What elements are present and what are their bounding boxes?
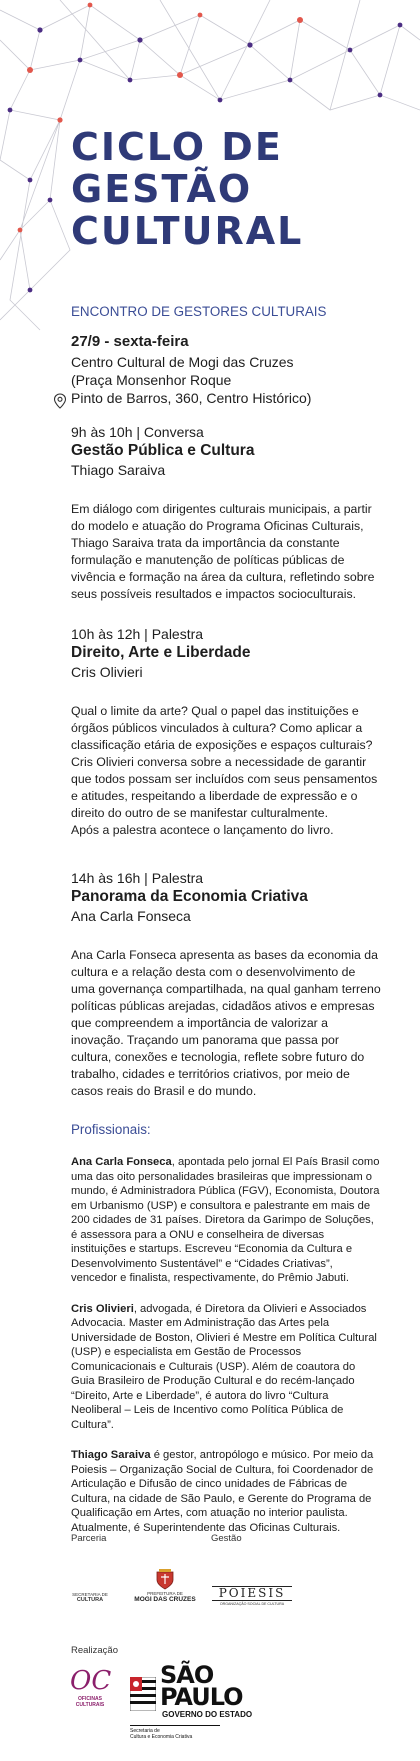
- location-pin-icon: [53, 393, 67, 409]
- venue-line: Centro Cultural de Mogi das Cruzes: [71, 354, 294, 370]
- bio-paragraph: [71, 1448, 381, 1535]
- title-line: CICLO DE: [71, 125, 283, 169]
- talk-speaker: Ana Carla Fonseca: [71, 908, 191, 924]
- talk-description: Ana Carla Fonseca apresenta as bases da economia da cultura e a relação desta com o desenvolvimento de uma governança compartilhada, na qual ganham terreno políticas públicas arejadas, cidadãos ativos e empresas que compreendem a importância de valorizar a inovação. Traçando um panorama que passa por cultura, conexões e tecnologia, reflete sobre futuro do trabalho, cidades e territórios criativos, por meio de casos reais do Brasil e do mundo.: [71, 948, 381, 1098]
- talk-description: Em diálogo com dirigentes culturais municipais, a partir do modelo e atuação do Programa Oficinas Culturais, Thiago Saraiva trata da importância da constante formulação e manutenção de políticas públicas de vivência e formação na área da cultura, refletindo sobre seus possíveis resultados e impactos socioculturais.: [71, 502, 375, 601]
- bio-text: , advogada, é Diretora da Olivieri e Associados Advocacia. Master em Administração das Artes pela Universidade de Boston, Olivieri é Mestre em Política Cultural (USP) e especialista em Gestão de Processos Comunicacionais e Culturais (USP). Além de coautora do Guia Brasileiro de Produção Cultural e do recém-lançado “Direito, Arte e Liberdade”, é autora do livro “Cultura Neoliberal – Leis de Incentivo como Política Pública de Cultura”.: [71, 1302, 377, 1431]
- oficinas-culturais-logo: [70, 1668, 110, 1708]
- logo-text: POIESIS: [212, 1586, 292, 1601]
- talk-speaker: Thiago Saraiva: [71, 462, 166, 478]
- talk-title: Panorama da Economia Criativa: [71, 888, 308, 905]
- talk-time: 10h às 12h | Palestra: [71, 626, 204, 642]
- title-line: CULTURAL: [71, 209, 304, 253]
- logo-text: OFICINAS: [78, 1696, 102, 1702]
- logo-text: MOGI DAS CRUZES: [134, 1596, 196, 1603]
- poiesis-logo: [212, 1586, 292, 1606]
- venue-line: (Praça Monsenhor Roque: [71, 372, 232, 388]
- talk-title: Gestão Pública e Cultura: [71, 442, 255, 459]
- parceria-label: Parceria: [71, 1533, 107, 1544]
- logo-text: Secretaria de: [130, 1725, 220, 1734]
- logo-text: PREFEITURA DE: [147, 1591, 183, 1596]
- talk-time: 14h às 16h | Palestra: [71, 870, 204, 886]
- event-heading: ENCONTRO DE GESTORES CULTURAIS: [71, 304, 327, 319]
- mogi-das-cruzes-logo: [132, 1568, 198, 1603]
- professionals-heading: Profissionais:: [71, 1122, 151, 1137]
- logo-text: Cultura e Economia Criativa: [130, 1734, 193, 1740]
- talk-note: Após a palestra acontece o lançamento do livro.: [71, 823, 334, 837]
- logo-text: SECRETARIA DE: [72, 1592, 108, 1597]
- event-venue: [71, 353, 381, 407]
- venue-line: Pinto de Barros, 360, Centro Histórico): [71, 390, 312, 406]
- event-date: 27/9 - sexta-feira: [71, 333, 189, 350]
- talk-description: Qual o limite da arte? Qual o papel das instituições e órgãos públicos vinculados à cultura? Como aplicar a classificação etária de exposições e espaços culturais? Cris Olivieri conversa sobre a necessidade de garantir que todos possam ser incluídos com seus pensamentos e atitudes, respeitando a liberdade de expressão e o direito do outro de se manifestar culturalmente.: [71, 704, 378, 820]
- talk-title: Direito, Arte e Liberdade: [71, 644, 251, 661]
- program-content: [71, 304, 381, 1551]
- bio-name: Ana Carla Fonseca: [71, 1156, 172, 1168]
- bio-paragraph: [71, 1302, 381, 1433]
- bio-text: é gestor, antropólogo e músico. Por meio da Poiesis – Organização Social de Cultura, foi Coordenador de Articulação e Difusão de cinco unidades de Fábricas de Cultura, na cidade de São Paulo, e Gerente do Programa de Qualificação em Artes, com atuação no interior paulista. Atualmente, é Superintendente das Oficinas Culturais.: [71, 1449, 374, 1534]
- bio-text: , apontada pelo jornal El País Brasil como uma das oito personalidades brasileiras que impressionam o mundo, é Administradora Pública (FGV), Economista, Doutora em Urbanismo (USP) e consultora e palestrante em mais de 200 cidades de 31 países. Diretora da Garimpo de Soluções, é assessora para a ONU e conselheira de diversas instituições e startups. Escreveu “Economia da Cultura e Desenvolvimento Sustentável” e “Cidades Criativas”, vencedor e finalista, respectivamente, do Prêmio Jabuti.: [71, 1156, 380, 1284]
- talk-block: [71, 625, 381, 839]
- talk-block: [71, 869, 381, 1100]
- gestao-label: Gestão: [211, 1533, 242, 1544]
- talk-time: 9h às 10h | Conversa: [71, 424, 204, 440]
- logo-text: ORGANIZAÇÃO SOCIAL DE CULTURA: [219, 1602, 285, 1606]
- logo-text: CULTURAIS: [75, 1702, 105, 1708]
- logo-text: OC: [70, 1666, 112, 1696]
- bio-name: Thiago Saraiva: [71, 1449, 151, 1461]
- realizacao-label: Realização: [71, 1645, 118, 1656]
- sao-paulo-governo-logo: [130, 1661, 253, 1748]
- coat-of-arms-icon: [154, 1568, 176, 1590]
- bio-paragraph: [71, 1155, 381, 1286]
- talk-speaker: Cris Olivieri: [71, 664, 143, 680]
- secretaria-cultura-logo: [70, 1592, 110, 1603]
- title-line: GESTÃO: [71, 167, 253, 211]
- bio-name: Cris Olivieri: [71, 1302, 134, 1315]
- logo-text: CULTURA: [76, 1597, 104, 1603]
- logo-text: PAULO: [160, 1683, 243, 1711]
- page-title: [71, 126, 401, 252]
- sp-flag-icon: [130, 1677, 156, 1711]
- logo-text: SÃO: [160, 1661, 214, 1689]
- logo-text: GOVERNO DO ESTADO: [162, 1710, 253, 1719]
- talk-block: [71, 423, 381, 603]
